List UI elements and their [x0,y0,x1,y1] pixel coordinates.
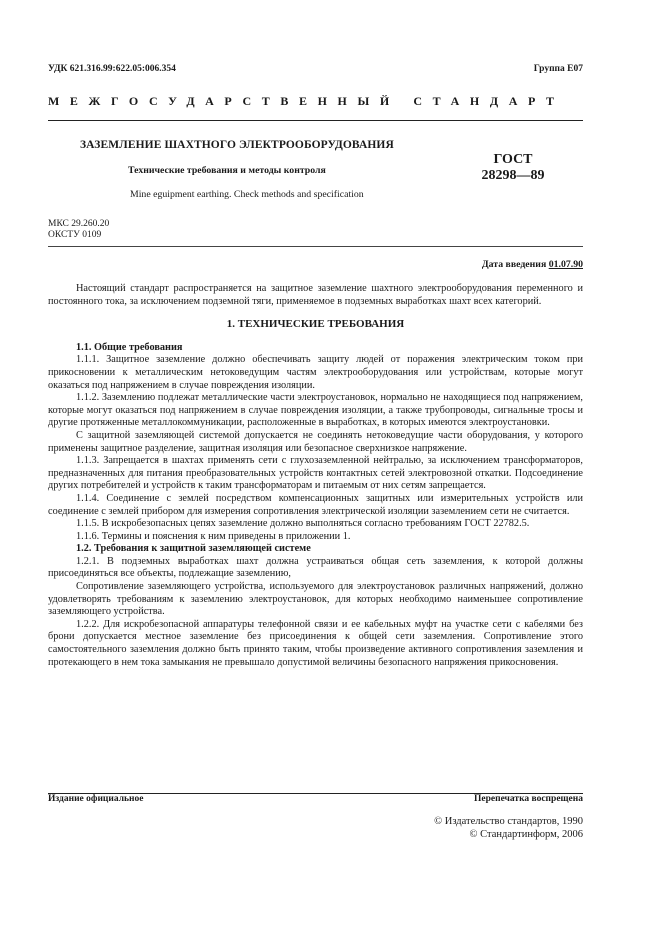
mks-code: МКС 29.260.20 [48,219,110,229]
introduction-date [482,259,583,270]
interstate-standard-heading: МЕЖГОСУДАРСТВЕННЫЙ СТАНДАРТ [48,94,565,108]
title-divider [48,246,583,247]
subsection-heading: 1.2. Требования к защитной заземляющей системе [76,543,311,555]
subsection-heading: 1.1. Общие требования [76,341,183,353]
copyright-line: © Издательство стандартов, 1990 [434,816,583,827]
gost-number: 28298—89 [481,168,545,183]
paragraph: Сопротивление заземляющего устройства, используемого для электроустановок различных напряжений, должно удовлетворять требованиям к заземлению электроустановок, для которых необходимо наименьшее сопротивление заземляющего устройства. [48,581,583,618]
paragraph: 1.1.4. Соединение с землей посредством компенсационных защитных или измерительных устройств или соединение с землей прибором для измерения сопротивления электрической изоляции заземлением сети не считается. [48,492,583,517]
copyright-line: © Стандартинформ, 2006 [469,829,583,840]
official-edition-note: Издание официальное [48,794,144,804]
paragraph: С защитной заземляющей системой допускается не соединять нетоковедущие части оборудования, у которого применены защитное разделение, защитная изоляция или безопасное сверхнизкое напряжение. [48,429,583,454]
paragraph: 1.2.2. Для искробезопасной аппаратуры телефонной связи и ее кабельных муфт на участке сети с кабелями без брони допускается местное заземление без присоединения к общей сети заземления. Сопротивление этого самостоятельного заземления должно быть принято таким, чтобы произведение активного сопротивления заземления и протекающего в нем тока замыкания не превышало допустимой величины безопасного напряжения прикосновения. [48,618,583,668]
paragraph: 1.2.1. В подземных выработках шахт должна устраиваться общая сеть заземления, к которой должны присоединяться все объекты, подлежащие заземлению, [48,555,583,580]
okstu-code: ОКСТУ 0109 [48,230,102,240]
paragraph: 1.1.5. В искробезопасных цепях заземление должно выполняться согласно требованиям ГОСТ 22782.5. [76,518,530,530]
english-title: Mine eguipment earthing. Check methods and specification [130,189,364,200]
introduction-date-label: Дата введения [481,259,547,270]
gost-label: ГОСТ [493,152,533,167]
header-divider [48,120,583,121]
paragraph: 1.1.3. Запрещается в шахтах применять сети с глухозаземленной нейтралью, за исключением трансформаторов, предназначенных для питания преобразовательных устройств контактных сетей электровозной откатки. Подсоединение других потребителей и устройств к таким трансформаторам и питаемым от них сетям запрещается. [48,455,583,492]
paragraph: 1.1.6. Термины и пояснения к ним приведены в приложении 1. [76,530,351,542]
intro-paragraph: Настоящий стандарт распространяется на защитное заземление шахтного электрооборудования переменного и постоянного тока, за исключением подземной тяги, применяемое в подземных выработках шахт всех категорий. [48,283,583,307]
standard-subtitle: Технические требования и методы контроля [128,165,326,176]
paragraph: 1.1.1. Защитное заземление должно обеспечивать защиту людей от поражения электрическим током при прикосновении к металлическим нетоковедущим частям электрооборудования или устройствам, которые могут оказаться под напряжением в случае повреждения изоляции. [48,354,583,391]
standard-title: ЗАЗЕМЛЕНИЕ ШАХТНОГО ЭЛЕКТРООБОРУДОВАНИЯ [80,139,394,151]
section-heading: 1. ТЕХНИЧЕСКИЕ ТРЕБОВАНИЯ [226,318,405,331]
gost-designation [476,152,550,184]
reprint-prohibited-note: Перепечатка воспрещена [473,794,583,804]
document-body [48,283,583,669]
introduction-date-value: 01.07.90 [548,259,583,270]
paragraph: 1.1.2. Заземлению подлежат металлические части электроустановок, нормально не находящиеся под напряжением, которые могут оказаться под напряжением в случае повреждения изоляции, а также трубопроводы, сигнальные тросы и другие протяженные металлокоммуникации, расположенные в выработках, в которых имеются электроустановки. [48,392,583,429]
group-code: Группа Е07 [533,64,583,74]
classifier-codes [48,219,109,241]
udk-code: УДК 621.316.99:622.05:006.354 [48,64,176,74]
copyright-block [434,815,583,841]
document-page [48,0,583,936]
